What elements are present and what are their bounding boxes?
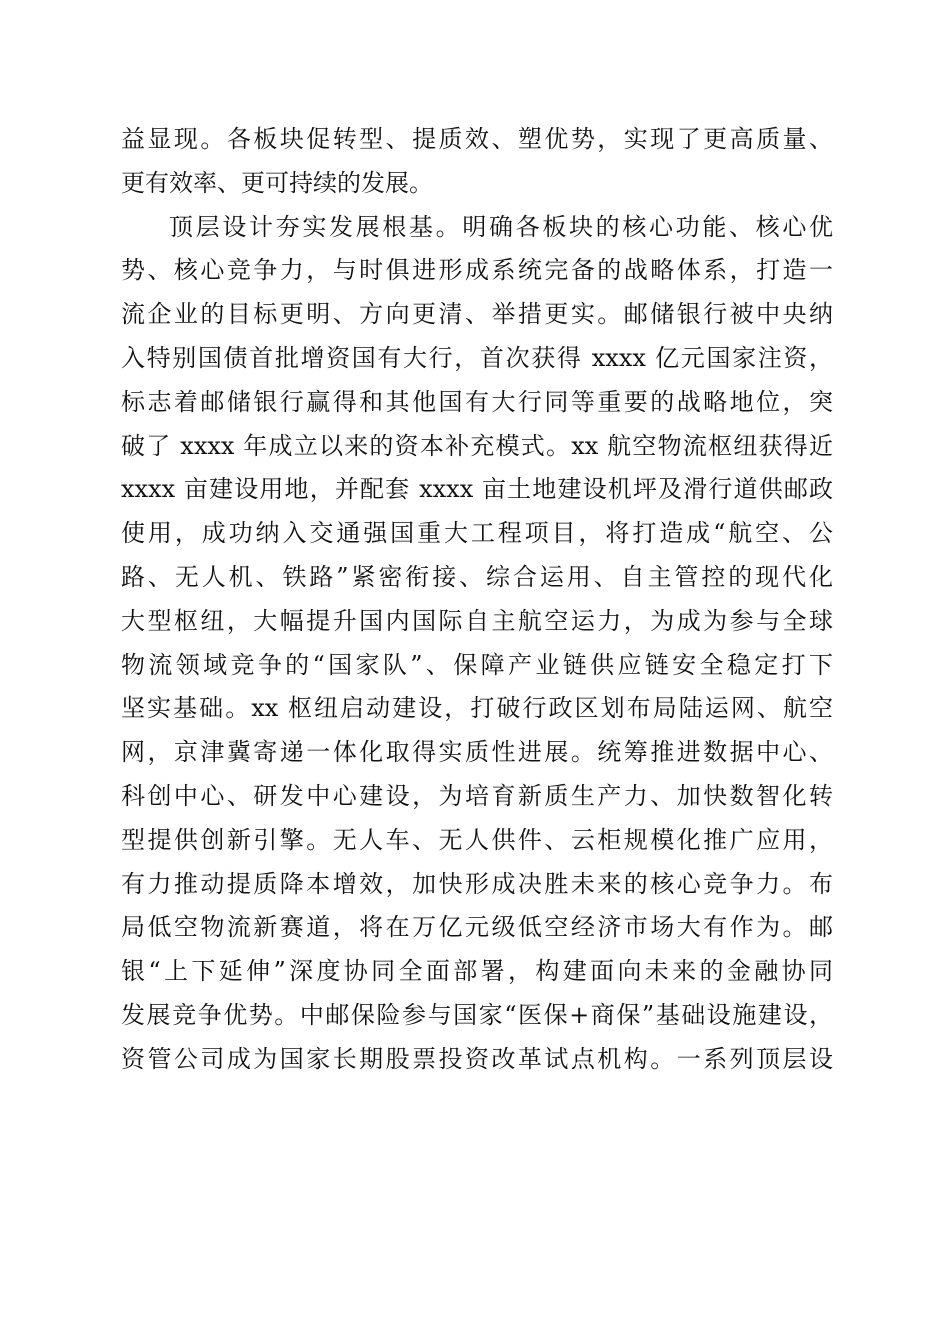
text-line: 坚实基础。xx 枢纽启动建设，打破行政区划布局陆运网、航空 [121, 694, 833, 723]
text-line: 银“上下延伸”深度协同全面部署，构建面向未来的金融协同 [121, 957, 833, 986]
text-line: 势、核心竞争力，与时俱进形成系统完备的战略体系，打造一 [121, 256, 833, 285]
text-line: 网，京津冀寄递一体化取得实质性进展。统筹推进数据中心、 [121, 738, 833, 767]
text-line: 型提供创新引擎。无人车、无人供件、云柜规模化推广应用， [121, 825, 833, 854]
text-line: 入特别国债首批增资国有大行，首次获得 xxxx 亿元国家注资， [121, 343, 833, 372]
text-line: 发展竞争优势。中邮保险参与国家“医保+商保”基础设施建设， [121, 1000, 833, 1029]
body-text [121, 118, 833, 1082]
text-line: 顶层设计夯实发展根基。明确各板块的核心功能、核心优 [169, 212, 833, 241]
text-line: 流企业的目标更明、方向更清、举措更实。邮储银行被中央纳 [121, 300, 833, 329]
text-line: 资管公司成为国家长期股票投资改革试点机构。一系列顶层设 [121, 1044, 833, 1073]
text-line: 科创中心、研发中心建设，为培育新质生产力、加快数智化转 [121, 781, 833, 810]
text-line: 破了 xxxx 年成立以来的资本补充模式。xx 航空物流枢纽获得近 [121, 431, 833, 460]
text-line: xxxx 亩建设用地，并配套 xxxx 亩土地建设机坪及滑行道供邮政 [121, 475, 833, 504]
text-line: 物流领域竞争的“国家队”、保障产业链供应链安全稳定打下 [121, 650, 833, 679]
text-line: 局低空物流新赛道，将在万亿元级低空经济市场大有作为。邮 [121, 913, 833, 942]
text-line: 大型枢纽，大幅提升国内国际自主航空运力，为成为参与全球 [121, 606, 833, 635]
text-line: 益显现。各板块促转型、提质效、塑优势，实现了更高质量、 [121, 125, 833, 153]
text-line: 有力推动提质降本增效，加快形成决胜未来的核心竞争力。布 [121, 869, 833, 898]
text-line: 更有效率、更可持续的发展。 [121, 168, 433, 197]
text-line: 使用，成功纳入交通强国重大工程项目，将打造成“航空、公 [121, 519, 833, 548]
text-line: 标志着邮储银行赢得和其他国有大行同等重要的战略地位，突 [121, 387, 833, 416]
text-line: 路、无人机、铁路”紧密衔接、综合运用、自主管控的现代化 [121, 562, 833, 591]
